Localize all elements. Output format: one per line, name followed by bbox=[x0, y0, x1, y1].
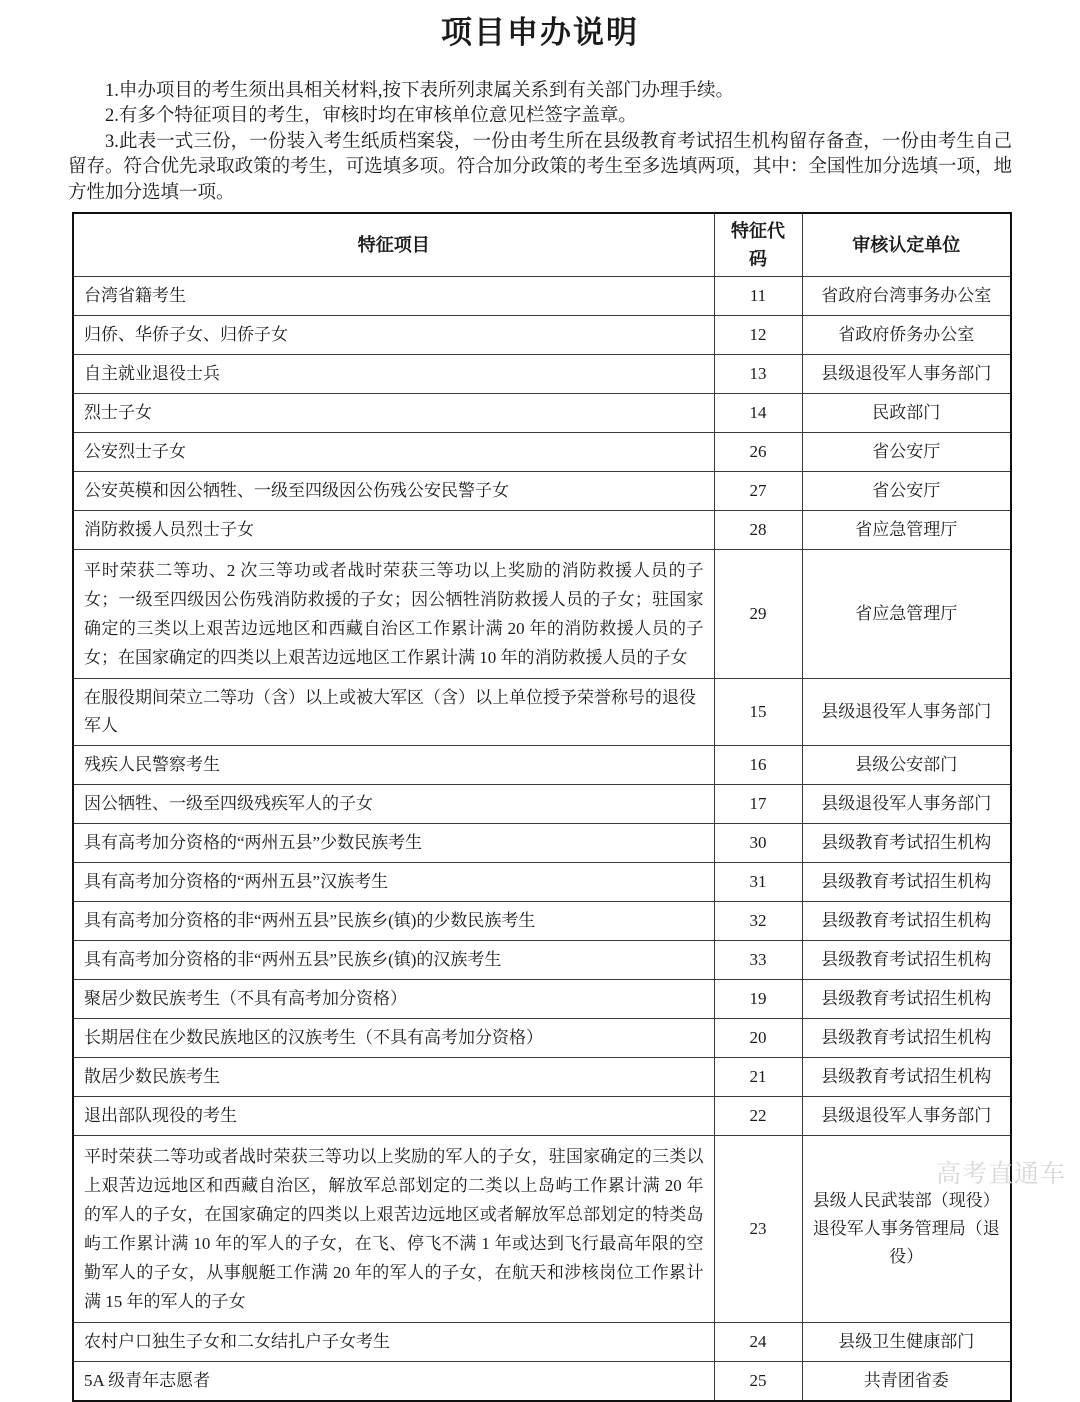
cell-feature-item: 具有高考加分资格的“两州五县”少数民族考生 bbox=[73, 824, 714, 863]
cell-review-unit: 共青团省委 bbox=[802, 1362, 1011, 1402]
table-row bbox=[73, 1097, 1011, 1136]
table-row bbox=[73, 1058, 1011, 1097]
table-header-row bbox=[73, 213, 1011, 277]
table-row bbox=[73, 316, 1011, 355]
cell-feature-code: 25 bbox=[714, 1362, 802, 1402]
cell-feature-code: 30 bbox=[714, 824, 802, 863]
cell-review-unit: 县级教育考试招生机构 bbox=[802, 980, 1011, 1019]
cell-feature-code: 21 bbox=[714, 1058, 802, 1097]
cell-feature-code: 33 bbox=[714, 941, 802, 980]
cell-review-unit: 省应急管理厅 bbox=[802, 511, 1011, 550]
cell-review-unit: 县级教育考试招生机构 bbox=[802, 863, 1011, 902]
table-row bbox=[73, 863, 1011, 902]
cell-review-unit: 县级卫生健康部门 bbox=[802, 1323, 1011, 1362]
table-row bbox=[73, 1323, 1011, 1362]
table-row bbox=[73, 941, 1011, 980]
cell-review-unit: 县级退役军人事务部门 bbox=[802, 679, 1011, 746]
table-row bbox=[73, 472, 1011, 511]
cell-review-unit: 省政府侨务办公室 bbox=[802, 316, 1011, 355]
cell-review-unit: 县级人民武装部（现役） 退役军人事务管理局（退役） bbox=[802, 1136, 1011, 1323]
cell-review-unit: 县级公安部门 bbox=[802, 746, 1011, 785]
table-row bbox=[73, 1362, 1011, 1402]
watermark: 高考直通车 bbox=[935, 1160, 1066, 1188]
column-header-code: 特征代码 bbox=[714, 213, 802, 277]
cell-review-unit: 省公安厅 bbox=[802, 433, 1011, 472]
cell-review-unit: 民政部门 bbox=[802, 394, 1011, 433]
table-row bbox=[73, 746, 1011, 785]
table-row bbox=[73, 394, 1011, 433]
table-row bbox=[73, 1136, 1011, 1323]
cell-review-unit: 县级教育考试招生机构 bbox=[802, 941, 1011, 980]
cell-feature-code: 11 bbox=[714, 277, 802, 316]
column-header-unit: 审核认定单位 bbox=[802, 213, 1011, 277]
cell-feature-item: 因公牺牲、一级至四级残疾军人的子女 bbox=[73, 785, 714, 824]
cell-feature-item: 公安烈士子女 bbox=[73, 433, 714, 472]
cell-feature-item: 在服役期间荣立二等功（含）以上或被大军区（含）以上单位授予荣誉称号的退役军人 bbox=[73, 679, 714, 746]
cell-feature-item: 长期居住在少数民族地区的汉族考生（不具有高考加分资格） bbox=[73, 1019, 714, 1058]
cell-feature-item: 具有高考加分资格的“两州五县”汉族考生 bbox=[73, 863, 714, 902]
intro-paragraph-3: 3.此表一式三份，一份装入考生纸质档案袋，一份由考生所在县级教育考试招生机构留存备查，一份由考生自己留存。符合优先录取政策的考生，可选填多项。符合加分政策的考生至多选填两项，其中：全国性加分选填一项，地方性加分选填一项。 bbox=[68, 131, 1012, 203]
cell-feature-code: 32 bbox=[714, 902, 802, 941]
table-row bbox=[73, 355, 1011, 394]
cell-feature-code: 24 bbox=[714, 1323, 802, 1362]
cell-feature-code: 13 bbox=[714, 355, 802, 394]
cell-feature-item: 散居少数民族考生 bbox=[73, 1058, 714, 1097]
table-body bbox=[73, 277, 1011, 1402]
cell-feature-code: 17 bbox=[714, 785, 802, 824]
table-row bbox=[73, 824, 1011, 863]
cell-review-unit: 县级退役军人事务部门 bbox=[802, 355, 1011, 394]
cell-feature-item: 公安英模和因公牺牲、一级至四级因公伤残公安民警子女 bbox=[73, 472, 714, 511]
intro-paragraph-2: 2.有多个特征项目的考生，审核时均在审核单位意见栏签字盖章。 bbox=[105, 106, 637, 127]
cell-feature-item: 农村户口独生子女和二女结扎户子女考生 bbox=[73, 1323, 714, 1362]
table-row bbox=[73, 785, 1011, 824]
cell-feature-code: 20 bbox=[714, 1019, 802, 1058]
cell-feature-item: 消防救援人员烈士子女 bbox=[73, 511, 714, 550]
feature-table bbox=[72, 212, 1012, 1402]
cell-review-unit: 县级退役军人事务部门 bbox=[802, 785, 1011, 824]
cell-review-unit: 县级教育考试招生机构 bbox=[802, 1019, 1011, 1058]
cell-feature-item: 归侨、华侨子女、归侨子女 bbox=[73, 316, 714, 355]
cell-review-unit: 省公安厅 bbox=[802, 472, 1011, 511]
table-row bbox=[73, 980, 1011, 1019]
cell-review-unit: 县级教育考试招生机构 bbox=[802, 1058, 1011, 1097]
cell-feature-code: 23 bbox=[714, 1136, 802, 1323]
cell-feature-item: 具有高考加分资格的非“两州五县”民族乡(镇)的少数民族考生 bbox=[73, 902, 714, 941]
cell-review-unit: 县级教育考试招生机构 bbox=[802, 824, 1011, 863]
cell-feature-code: 12 bbox=[714, 316, 802, 355]
cell-feature-item: 聚居少数民族考生（不具有高考加分资格） bbox=[73, 980, 714, 1019]
page-title: 项目申办说明 bbox=[441, 15, 639, 50]
feature-table-container bbox=[0, 206, 1080, 1402]
table-row bbox=[73, 679, 1011, 746]
cell-feature-item: 自主就业退役士兵 bbox=[73, 355, 714, 394]
cell-feature-code: 16 bbox=[714, 746, 802, 785]
cell-feature-item: 台湾省籍考生 bbox=[73, 277, 714, 316]
cell-feature-code: 27 bbox=[714, 472, 802, 511]
intro-paragraph-1: 1.申办项目的考生须出具相关材料,按下表所列隶属关系到有关部门办理手续。 bbox=[105, 80, 735, 101]
cell-feature-item: 平时荣获二等功或者战时荣获三等功以上奖励的军人的子女，驻国家确定的三类以上艰苦边远地区和西藏自治区，解放军总部划定的二类以上岛屿工作累计满 20 年的军人的子女，在国家确定的四类以上艰苦边远地区或者解放军总部划定的特类岛屿工作累计满 10 年的军人的子女，在飞、停飞不满 1 年或达到飞行最高年限的空勤军人的子女，从事舰艇工作满 20 年的军人的子女，在航天和涉核岗位工作累计满 15 年的军人的子女 bbox=[73, 1136, 714, 1323]
cell-review-unit: 省应急管理厅 bbox=[802, 550, 1011, 679]
cell-feature-code: 15 bbox=[714, 679, 802, 746]
cell-feature-item: 退出部队现役的考生 bbox=[73, 1097, 714, 1136]
column-header-item: 特征项目 bbox=[73, 213, 714, 277]
table-row bbox=[73, 277, 1011, 316]
cell-feature-code: 31 bbox=[714, 863, 802, 902]
cell-feature-code: 22 bbox=[714, 1097, 802, 1136]
table-row bbox=[73, 902, 1011, 941]
cell-review-unit: 省政府台湾事务办公室 bbox=[802, 277, 1011, 316]
table-row bbox=[73, 1019, 1011, 1058]
cell-review-unit: 县级教育考试招生机构 bbox=[802, 902, 1011, 941]
table-row bbox=[73, 433, 1011, 472]
cell-feature-item: 烈士子女 bbox=[73, 394, 714, 433]
cell-feature-code: 29 bbox=[714, 550, 802, 679]
cell-feature-item: 具有高考加分资格的非“两州五县”民族乡(镇)的汉族考生 bbox=[73, 941, 714, 980]
cell-feature-code: 14 bbox=[714, 394, 802, 433]
cell-feature-code: 28 bbox=[714, 511, 802, 550]
table-row bbox=[73, 511, 1011, 550]
cell-review-unit: 县级退役军人事务部门 bbox=[802, 1097, 1011, 1136]
cell-feature-code: 19 bbox=[714, 980, 802, 1019]
cell-feature-item: 残疾人民警察考生 bbox=[73, 746, 714, 785]
cell-feature-item: 5A 级青年志愿者 bbox=[73, 1362, 714, 1402]
cell-feature-code: 26 bbox=[714, 433, 802, 472]
cell-feature-item: 平时荣获二等功、2 次三等功或者战时荣获三等功以上奖励的消防救援人员的子女；一级至四级因公伤残消防救援的子女；因公牺牲消防救援人员的子女；驻国家确定的三类以上艰苦边远地区和西藏自治区工作累计满 20 年的消防救援人员的子女；在国家确定的四类以上艰苦边远地区工作累计满 10 年的消防救援人员的子女 bbox=[73, 550, 714, 679]
table-header bbox=[73, 213, 1011, 277]
intro-section bbox=[0, 53, 1080, 207]
table-row bbox=[73, 550, 1011, 679]
